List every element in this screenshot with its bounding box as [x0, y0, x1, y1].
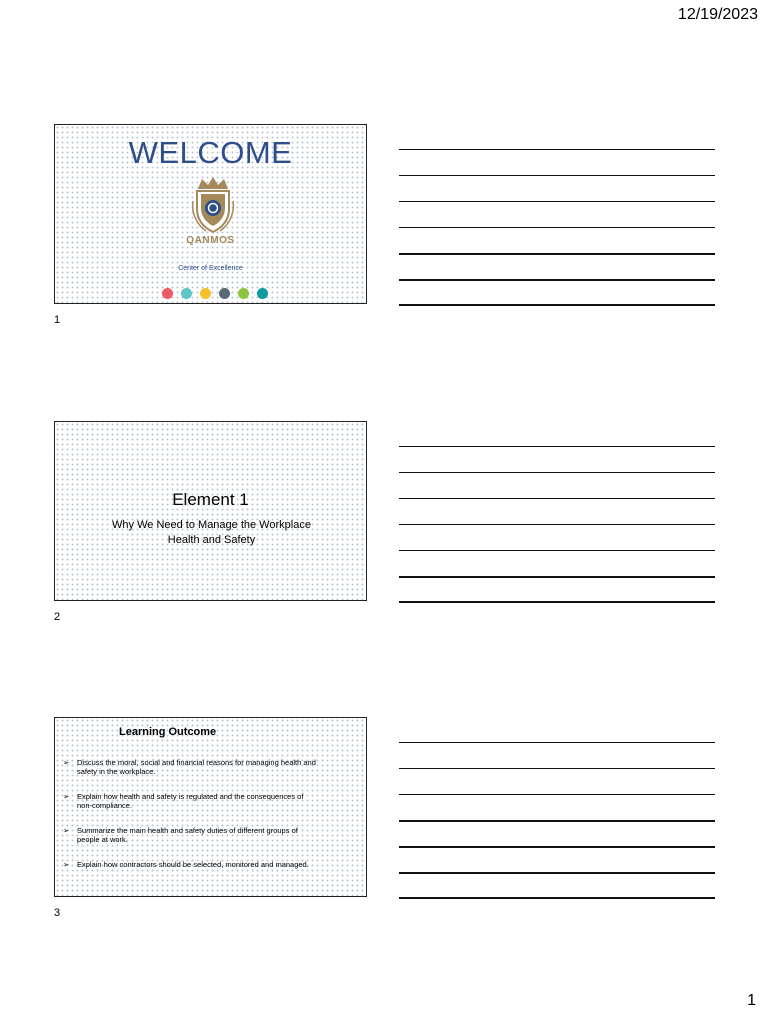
note-line: [399, 820, 715, 822]
color-dot: [219, 288, 230, 299]
slide-number: 1: [54, 314, 61, 326]
arrow-bullet-icon: ➢: [63, 826, 70, 835]
list-item-text: non-compliance.: [77, 801, 133, 810]
note-line: [399, 550, 715, 551]
slide-title: Element 1: [172, 490, 249, 509]
note-line: [399, 576, 715, 578]
slide-number: 2: [54, 611, 61, 623]
note-line: [399, 446, 715, 447]
slide-title: WELCOME: [128, 135, 293, 170]
list-item-text: Explain how health and safety is regulated and the consequences of: [77, 792, 304, 801]
crest-logo-icon: [188, 175, 238, 237]
note-line: [399, 279, 715, 281]
list-item-text: Discuss the moral, social and financial reasons for managing health and: [77, 758, 316, 767]
color-dot: [162, 288, 173, 299]
note-line: [399, 601, 715, 603]
note-line: [399, 472, 715, 473]
note-line: [399, 872, 715, 874]
arrow-bullet-icon: ➢: [63, 792, 70, 801]
slide-thumbnail-learning-outcome: [54, 717, 367, 897]
list-item-text: Summarize the main health and safety duties of different groups of: [77, 826, 298, 835]
note-line: [399, 846, 715, 848]
list-item-text: safety in the workplace.: [77, 767, 156, 776]
color-dot: [200, 288, 211, 299]
list-item: [63, 758, 359, 792]
list-item-text: people at work.: [77, 835, 128, 844]
brand-name: QANMOS: [186, 235, 235, 246]
slide-number: 3: [54, 907, 61, 919]
list-item: [63, 826, 359, 860]
subtitle-line: Why We Need to Manage the Workplace: [112, 519, 311, 531]
note-line: [399, 897, 715, 899]
arrow-bullet-icon: ➢: [63, 860, 70, 869]
note-line: [399, 149, 715, 150]
note-line: [399, 768, 715, 769]
slide-thumbnail-element-1: [54, 421, 367, 601]
slide-thumbnail-welcome: [54, 124, 367, 304]
page-number: 1: [747, 992, 756, 1009]
list-item: [63, 860, 359, 894]
list-item-text: Explain how contractors should be selected, monitored and managed.: [77, 860, 309, 869]
outcome-list: [63, 758, 359, 894]
note-line: [399, 742, 715, 743]
color-dot: [257, 288, 268, 299]
note-line: [399, 201, 715, 202]
color-dot: [181, 288, 192, 299]
note-line: [399, 227, 715, 228]
note-line: [399, 524, 715, 525]
slide-subtitle: [85, 518, 338, 548]
list-item: [63, 792, 359, 826]
note-line: [399, 304, 715, 306]
color-dot: [238, 288, 249, 299]
note-line: [399, 253, 715, 255]
print-date: 12/19/2023: [677, 6, 758, 23]
note-line: [399, 794, 715, 795]
slide-title: Learning Outcome: [119, 726, 217, 738]
note-line: [399, 498, 715, 499]
subtitle-line: Health and Safety: [167, 534, 256, 546]
arrow-bullet-icon: ➢: [63, 758, 70, 767]
note-line: [399, 175, 715, 176]
brand-tagline: Center of Excellence: [178, 265, 243, 272]
